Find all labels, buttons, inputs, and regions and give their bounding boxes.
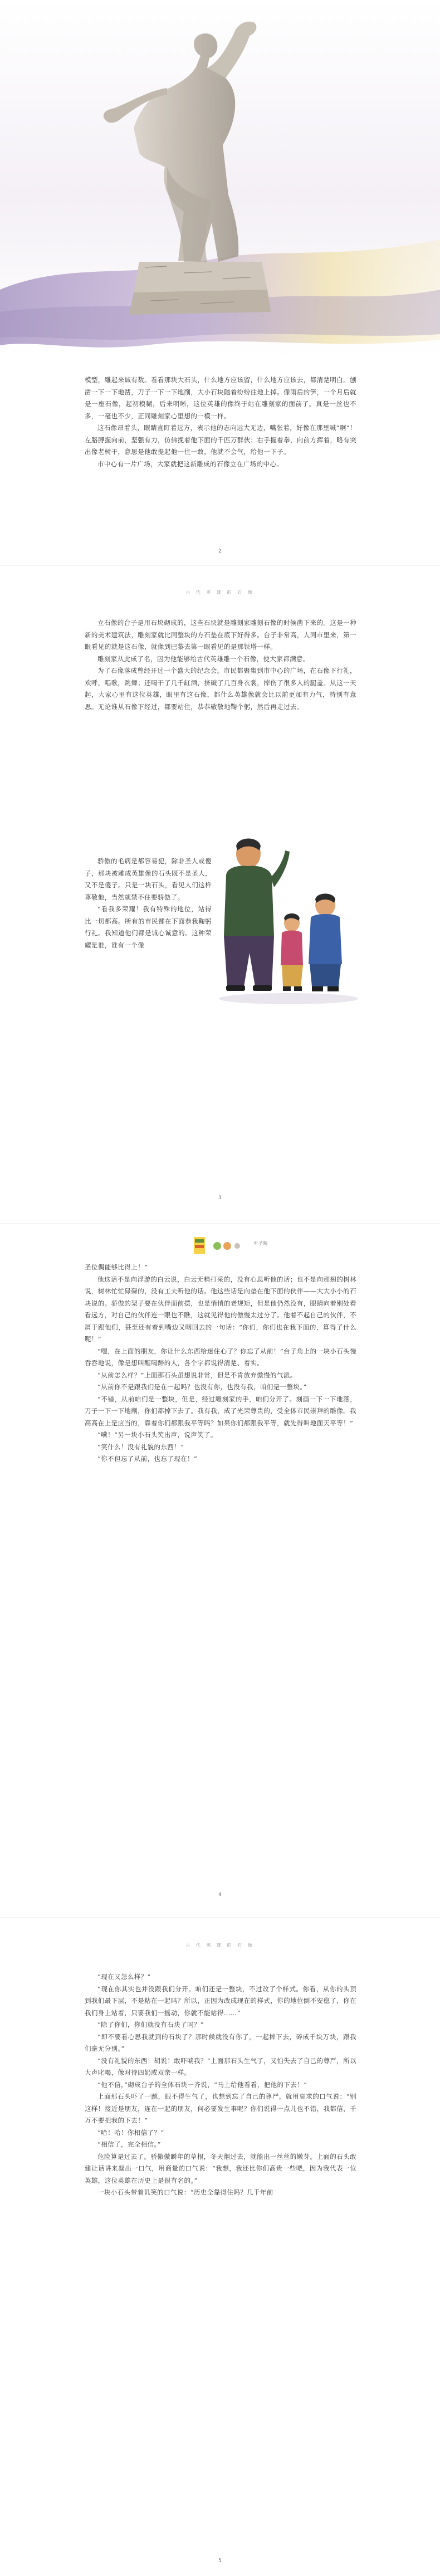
paragraph: 圣位偶能够比得上！”	[85, 1263, 148, 1271]
paragraph: “看我多荣耀！我有特殊的地位，站得比一切都高。所有的市民都在下面恭我鞠躬行礼。我知道他们都是诚心诚意的。这种荣耀是谁，谁有一个像	[85, 905, 212, 949]
page-2-text-narrow	[85, 856, 212, 951]
paragraph: “没有礼貌的东西！胡说！敢吓唬我？”上面那石头生气了，又怕失去了自己的尊严，所以大声叱喝，像对待四奶或双亲一样。	[85, 2056, 356, 2076]
book-page-2	[0, 565, 440, 1223]
paragraph: 模型，雕起来诚有数。看看那块大石头，什么地方应该留，什么地方应该去，都清楚明白。刨凿一下一下地凿，刀子一下一下地削，大小石块随着纷纷往地上掉。像雨后的笋，一个月后就是一座石像，起初模糊，后来明晰，这位英雄的像终于站在雕刻家的面前了。真是一丝也不多，一毫也不少，正同雕刻家心里想的一模一样。	[85, 376, 356, 420]
page-1-text	[85, 374, 356, 470]
paragraph: “从前你不是跟我们是在一起吗？也没有你，也没有我，咱们是一整块。”	[97, 1383, 307, 1391]
paragraph: “笑什么！没有礼貌的东西！”	[97, 1443, 184, 1451]
paragraph: “你不但忘了从前，也忘了现在！”	[97, 1455, 198, 1463]
adult-figure	[224, 839, 290, 991]
page-2-text	[85, 617, 356, 713]
child-figure	[281, 913, 303, 991]
page-number: 5	[218, 2558, 222, 2564]
paragraph: “哈！哈！你相信了？”	[97, 2128, 164, 2137]
paragraph: 市中心有一片广场，大家就把这新雕成的石像立在广场的中心。	[97, 460, 283, 468]
paragraph: 危险算是过去了。骄傲傲瞬年的草根，冬天烟过去，就能出一丝丝的嫩芽。上面的石头敢建让话讲来凝出一口气，用商量的口气说：“我想，我还比你们高贵一些吧，因为我代表一位英雄，这位英雄在历史上是很有名的。”	[85, 2152, 356, 2184]
paragraph: “不错，从前咱们是一整块，但是，经过雕刻家的手，咱们分开了。刻画一下一下地落，刀子一下一下地削，你们都掉下去了。我有我，成了光荣尊贵的，受全体市民崇拜的雕像。我高高在上是应当的，靠着你们都跟我平等吗？如果你们都跟我平等，就先得叫地面天平等！”	[85, 1395, 356, 1427]
statue-illustration	[0, 0, 440, 356]
paragraph: “现在又怎么样？”	[97, 1973, 151, 1981]
paragraph: “即不要看心思我就到的石块了？那时候就没有你了，一起摔下去，碎成千块万块，跟我们毫无分别。”	[85, 2032, 356, 2052]
book-page-3	[0, 1223, 440, 1917]
page-4-text	[85, 1971, 356, 2199]
chapter-author: 叶圣陶	[254, 1241, 267, 1246]
chapter-ornament-icon	[189, 1235, 256, 1257]
paragraph: 这石像昂着头，眼睛直盯着远方，表示他的志向远大无边，嘴张着，好像在那里喊“啊”！左胳膊握向前，坚强有力，仿佛挽着他下面的千匹万群伙；右手握着拳，向前方挥着，略有突出像老树干，意思是他敢提起他一往一敢，他就不会气，给他一下子。	[85, 424, 356, 456]
page-number: 4	[218, 1892, 222, 1898]
paragraph: “除了你们，你们就没有石块了吗？”	[97, 2021, 204, 2028]
page-number: 2	[218, 549, 222, 554]
paragraph: 雕刻家从此成了名，因为他能够给古代英雄雕一个石像，使大家都满意。	[97, 654, 310, 663]
paragraph: “嘿，在上面的朋友，你让什么东西给迷住心了？你忘了从前！”台子角上的一块小石头慢吞吞地说，像是想叫醒喝醉的人，各个字都说得清楚、着实。	[85, 1347, 356, 1367]
running-head: 古 代 英 雄 的 石 像	[185, 1943, 255, 1948]
statue-pedestal	[129, 262, 271, 315]
page-number: 3	[218, 1195, 222, 1201]
paragraph: 他这话不是向浮游的白云说，白云无精打采的，没有心思听他的话；也不是向那翘的树林说，树林忙忙碌碌的，没有工夫听他的话。他这些话是向垫在他下面的伙伴——大大小小的石块说的。骄傲的架子要在伙伴面前摆，也是悄悄的老规矩，但是他仍然没有，眼睛向着别处看看远方，对自己的伙伴连一眼也不瞧，这就见得他的傲慢太过分了。他着不起自己的伙伴，不屑于跟他们，甚至还有着到嘴边又咽回去的一句话：“你们，你们也在我下面的，算得了什么呢！”	[85, 1275, 356, 1343]
paragraph: “从前怎么样？”上面那石头虽想说非常，但是不肯放弃傲慢的气派。	[97, 1371, 297, 1379]
page-3-text	[85, 1262, 356, 1465]
paragraph: “相信了，完全相信。”	[97, 2140, 161, 2148]
paragraph: 一块小石头带着讥笑的口气说：“历史全靠得住吗？几千年前	[97, 2188, 273, 2196]
paragraph: “现在你其实也并没跟我们分开。咱们还是一整块，不过改了个样式。你看，从你的头顶到我们最下层，不是粘在一起吗？所以，正因为改成现在的样式，你的地位倒不安稳了，你在我们身上站着，只要我们一摇动，你就不能站得……”	[85, 1984, 356, 2017]
paragraph: 骄傲的毛病是都容易犯，除非圣人或傻子，那块被雕成英雄像的石头既不是圣人，又不是傻子。只是一块石头，看见人们这样尊敬他，当然就禁不住要骄傲了。	[85, 857, 212, 901]
paragraph: “他不信，”砌成台子的全体石块一齐说，“马上给他看看，把他的下去！”	[97, 2080, 307, 2089]
paragraph: 上面那石头吓了一跳，眼不得生气了，也想到忘了自己的尊严，就用哀求的口气说：“别这样！接近是朋友，连在一起的朋友，何必要发生事呢？你们说得一点儿也不错，我都信，千万不要把我的下去！”	[85, 2093, 356, 2124]
paragraph: 立石像的台子是用石块砌成的，这些石块就是雕刻家雕刻石像的时候凿下来的。这是一种新的美术建筑法，雕刻家就比同整块的方石垫在底下好得多。台子非常高，人同市里来，第一眼看见的就是这石像，就像到巴黎去第一眼看见的是那铁塔一样。	[85, 619, 356, 651]
paragraph: 为了石像落成曾经开过一个盛大的纪念会。市民都聚集到市中心的广场，在石像下行礼，欢呼，唱歌，跳舞；还喝干了几千缸酒，挤破了几百身衣裳，摔伤了很多人的腿盖。从这一天起，大家心里有这位英雄，眼里有这石像，都什么英雄像就会比以前更加有力气，特别有意思。无论谁从石像下经过，都要站住，恭恭敬敬地鞠个躬，然后再走过去。	[85, 667, 356, 711]
running-head: 古 代 英 雄 的 石 像	[185, 590, 255, 595]
book-page-1	[0, 0, 440, 565]
book-page-4	[0, 1917, 440, 2576]
paragraph: “嗬！”另一块小石头笑出声，说声笑了。	[97, 1431, 217, 1439]
people-looking-up-illustration	[216, 819, 361, 1009]
child-figure	[309, 894, 342, 992]
